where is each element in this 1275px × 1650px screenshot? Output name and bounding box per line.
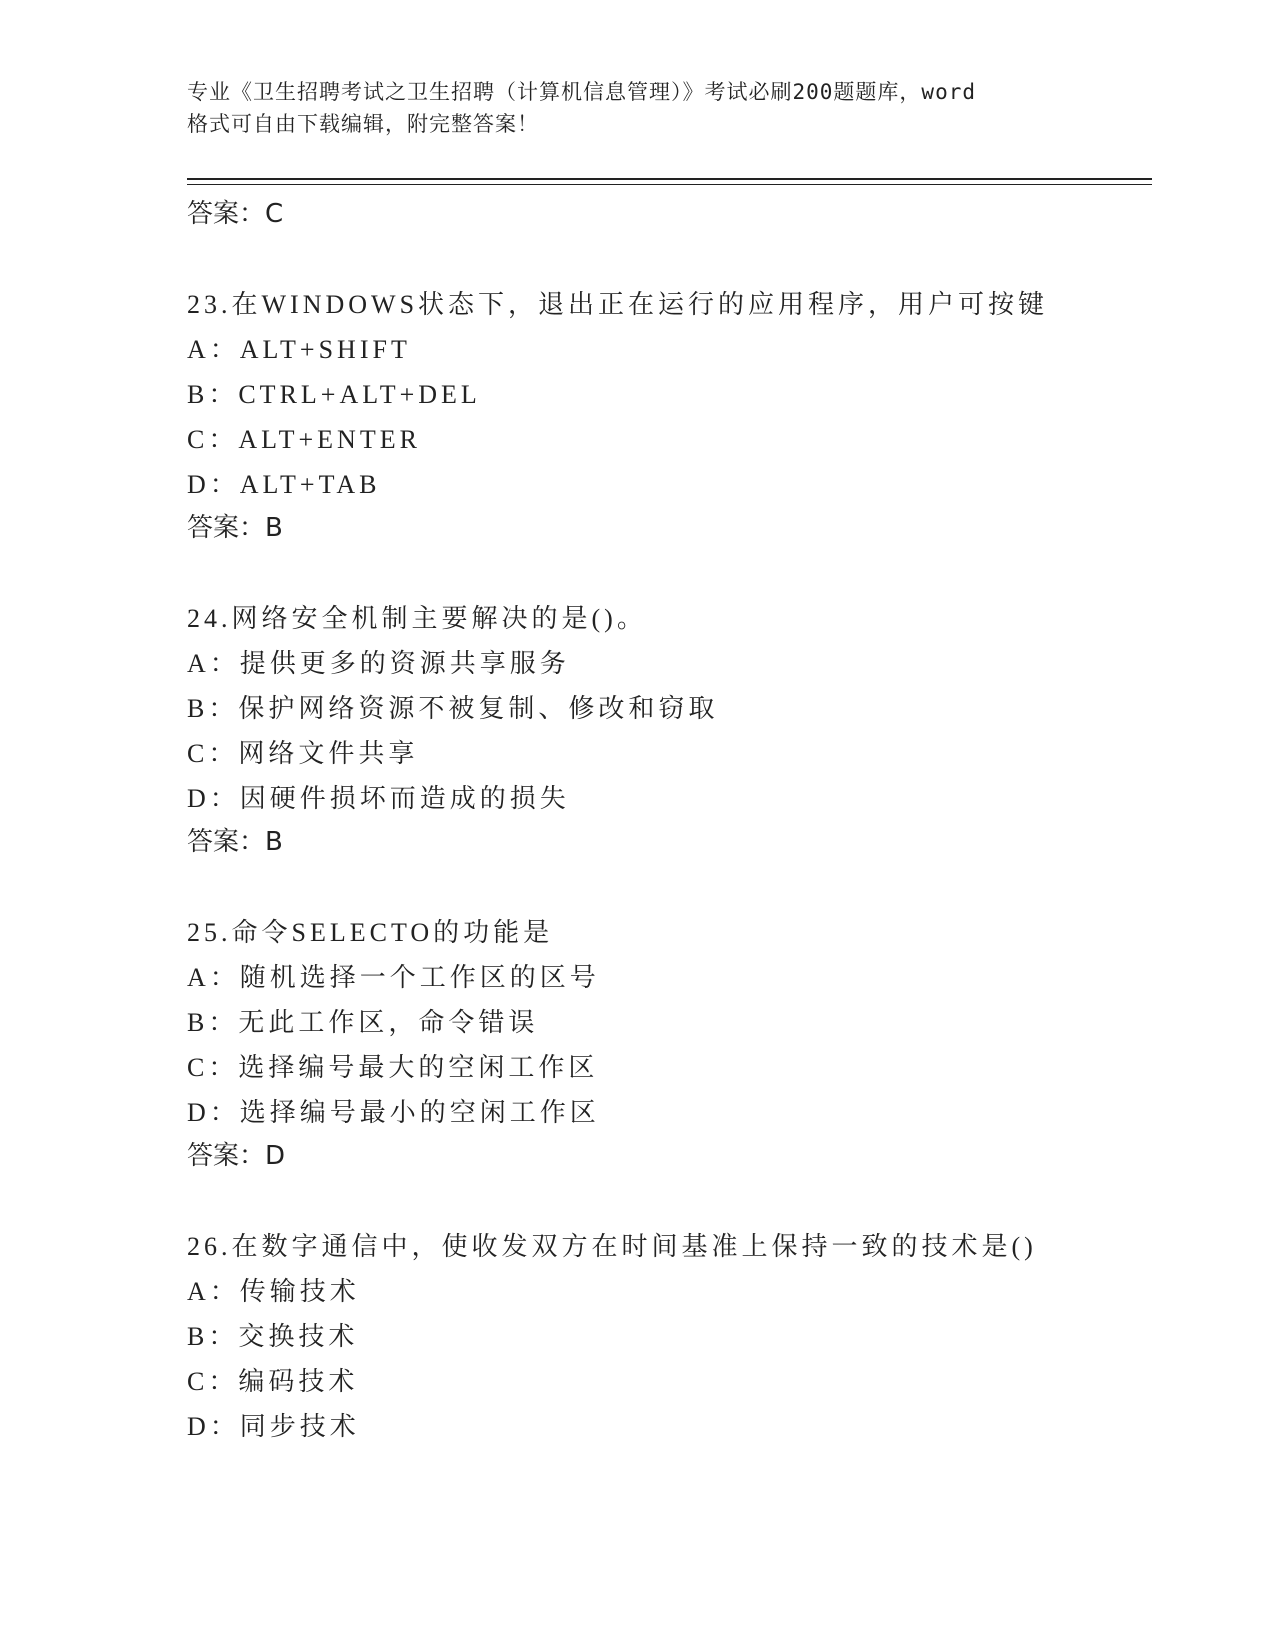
option-b: B：保护网络资源不被复制、修改和窃取 [187,694,719,723]
question-text: 24.网络安全机制主要解决的是()。 [187,604,647,633]
option-d: D：选择编号最小的空闲工作区 [187,1098,600,1127]
question-text: 23.在WINDOWS状态下，退出正在运行的应用程序，用户可按键 [187,290,1049,319]
option-d: D：同步技术 [187,1412,360,1441]
option-c: C：选择编号最大的空闲工作区 [187,1053,599,1082]
question-block-24 [187,597,1147,863]
header-line-2: 格式可自由下载编辑，附完整答案！ [187,112,539,136]
option-a: A：ALT+SHIFT [187,335,411,364]
answer-line: 答案：D [187,1141,286,1171]
question-list [187,193,1147,1449]
document-header [187,76,1087,140]
answer-line: 答案：B [187,827,283,857]
option-b: B：CTRL+ALT+DEL [187,380,481,409]
question-block-25 [187,911,1147,1177]
option-a: A：随机选择一个工作区的区号 [187,963,600,992]
question-block-26 [187,1225,1147,1449]
header-rule-thin [187,184,1152,185]
header-rule-thick [187,178,1152,180]
header-line-1: 专业《卫生招聘考试之卫生招聘（计算机信息管理）》考试必刷200题题库，word [187,80,976,104]
option-b: B：交换技术 [187,1322,359,1351]
question-text: 26.在数字通信中，使收发双方在时间基准上保持一致的技术是() [187,1232,1037,1261]
option-c: C：网络文件共享 [187,739,419,768]
option-d: D：ALT+TAB [187,470,381,499]
option-c: C：编码技术 [187,1367,359,1396]
answer-line: 答案：B [187,513,283,543]
question-block-23 [187,283,1147,549]
option-d: D：因硬件损坏而造成的损失 [187,784,570,813]
answer-line: 答案：C [187,199,284,229]
option-c: C：ALT+ENTER [187,425,421,454]
option-a: A：提供更多的资源共享服务 [187,649,570,678]
option-b: B：无此工作区，命令错误 [187,1008,539,1037]
question-text: 25.命令SELECTO的功能是 [187,918,554,947]
option-a: A：传输技术 [187,1277,360,1306]
